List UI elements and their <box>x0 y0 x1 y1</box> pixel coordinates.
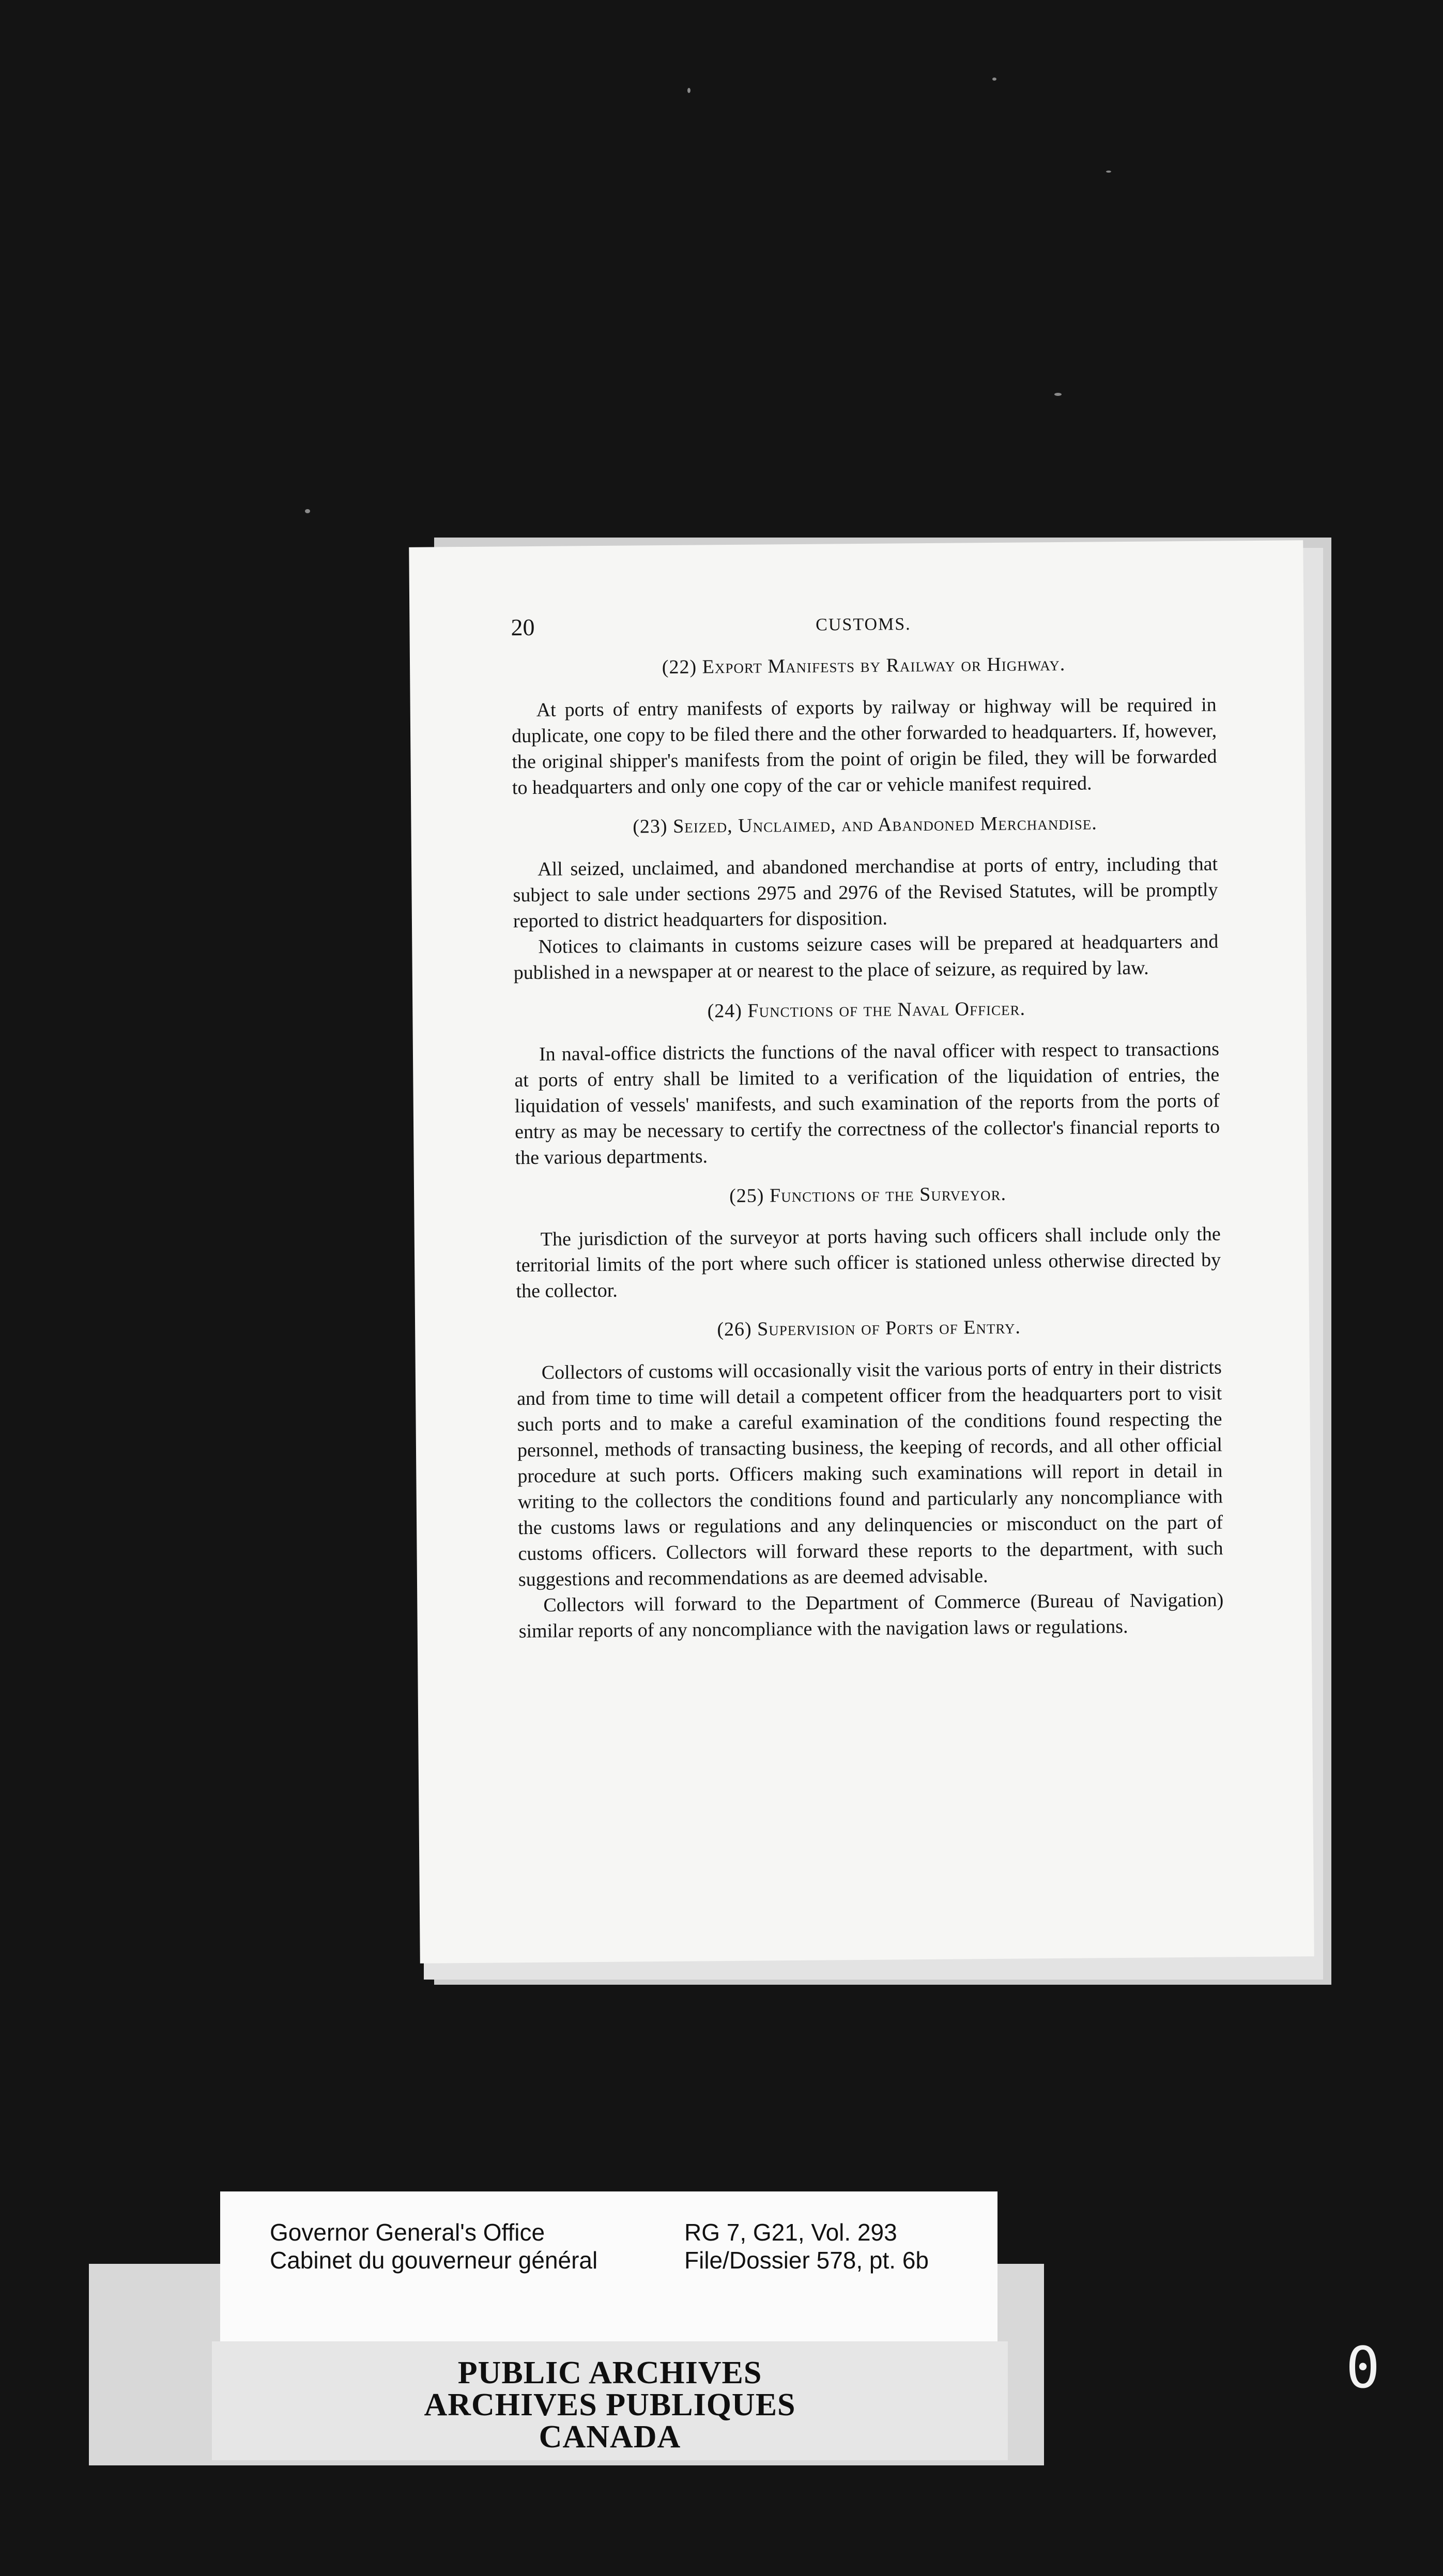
section-25 <box>515 1181 1221 1305</box>
film-speck <box>687 88 690 93</box>
paragraph: Collectors of customs will occasionally visit the various ports of entry in their districts and from time to time will detail a competent officer from the headquarters port to visit such ports and to make a careful examination of the conditions found respecting the personnel, methods of transacting business, the keeping of records, and all other official procedure at such ports. Officers making such examinations will report in detail in writing to the collectors the conditions found and particularly any noncompliance with the customs laws or regulations and any delinquencies or misconduct on the part of customs officers. Collectors will forward these reports to the department, with such suggestions and recommendations as are deemed advisable. <box>517 1356 1223 1591</box>
section-heading: (25) Functions of the Surveyor. <box>729 1183 1007 1207</box>
document-page <box>409 540 1314 1964</box>
section-22 <box>511 652 1217 801</box>
section-heading: (24) Functions of the Naval Officer. <box>707 998 1026 1022</box>
archives-name-french: ARCHIVES PUBLIQUES <box>424 2387 796 2422</box>
running-head: CUSTOMS. <box>816 615 911 635</box>
paragraph: In naval-office districts the functions of the naval officer with respect to transactions at ports of entry shall be limited to a verification of the liquidation of entries, the liquidation of vessels' manifests, and such examination of the reports from the ports of entry as may be necessary to certify the correctness of the collector's financial reports to the various departments. <box>514 1038 1220 1169</box>
office-name-english: Governor General's Office <box>270 2219 545 2246</box>
archives-name-english: PUBLIC ARCHIVES <box>457 2355 762 2390</box>
section-24 <box>514 996 1220 1171</box>
office-name-french: Cabinet du gouverneur général <box>270 2247 598 2274</box>
paragraph: At ports of entry manifests of exports by railway or highway will be required in duplicate, one copy to be filed there and the other forwarded to headquarters. If, however, the original shipper's manifests from the point of origin be filed, they will be forwarded to headquarters and only one copy of the car or vehicle manifest required. <box>511 694 1217 799</box>
reference-group: RG 7, G21, Vol. 293 <box>684 2219 897 2246</box>
paragraph: Collectors will forward to the Department of Commerce (Bureau of Navigation) similar reports of any noncompliance with the navigation laws or regulations. <box>518 1589 1224 1643</box>
film-speck <box>1054 393 1062 396</box>
page-number: 20 <box>511 614 535 641</box>
film-speck <box>1106 171 1111 173</box>
paragraph: All seized, unclaimed, and abandoned merchandise at ports of entry, including that subject to sale under sections 2975 and 2976 of the Revised Statutes, will be promptly reported to district headquarters for disposition. <box>513 853 1218 932</box>
section-26 <box>516 1314 1224 1645</box>
file-reference: File/Dossier 578, pt. 6b <box>684 2247 929 2274</box>
paragraph: The jurisdiction of the surveyor at ports having such officers shall include only the territorial limits of the port where such officer is stationed unless otherwise directed by the collector. <box>516 1223 1221 1302</box>
archives-country: CANADA <box>539 2419 681 2455</box>
page-header <box>511 608 1216 650</box>
film-speck <box>992 78 996 81</box>
archives-stamp <box>212 2341 1008 2460</box>
frame-number: 0 <box>1345 2335 1380 2401</box>
archive-reference-label <box>220 2191 997 2341</box>
section-heading: (22) Export Manifests by Railway or Highway. <box>662 653 1066 678</box>
film-speck <box>305 509 310 513</box>
section-heading: (26) Supervision of Ports of Entry. <box>717 1316 1021 1341</box>
section-heading: (23) Seized, Unclaimed, and Abandoned Merchandise. <box>633 812 1097 838</box>
section-23 <box>512 811 1219 986</box>
paragraph: Notices to claimants in customs seizure cases will be prepared at headquarters and published in a newspaper at or nearest to the place of seizure, as required by law. <box>513 930 1219 984</box>
